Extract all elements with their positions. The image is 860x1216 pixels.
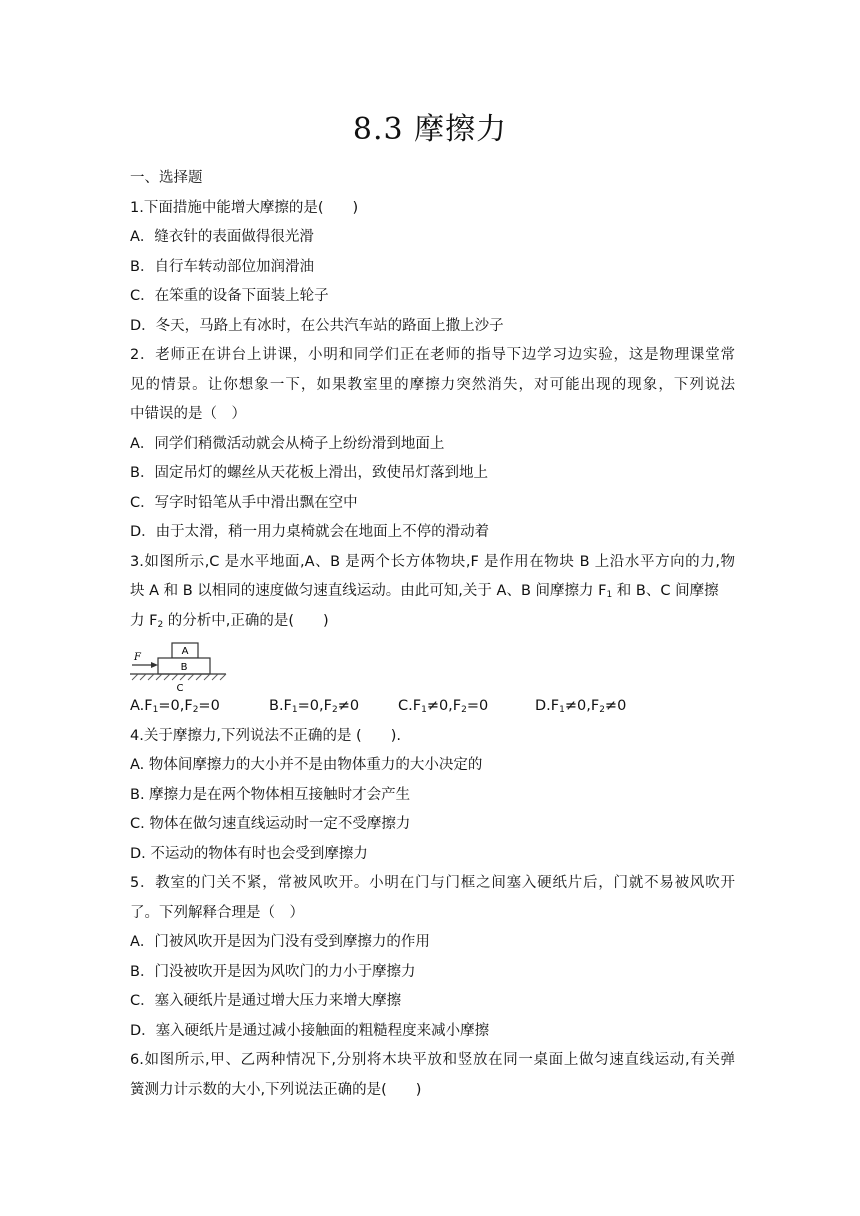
question-5-option-a: A．门被风吹开是因为门没有受到摩擦力的作用 [130,934,430,950]
question-3-option-d: $D.F_1\ne 0,F_2\ne 0$ [535,698,627,715]
question-5-stem-line-2: 了。下列解释合理是（ ） [130,904,304,921]
question-1-option-c: C．在笨重的设备下面装上轮子 [130,288,329,304]
block-b-label: B [180,662,188,673]
question-3-option-c: $C.F_1\ne 0,F_2=0$ [398,698,489,715]
block-a-label: A [181,646,189,657]
question-1-option-b: B．自行车转动部位加润滑油 [130,258,314,275]
question-6-stem-line-1: 6.如图所示,甲、乙两种情况下,分别将木块平放和竖放在同一桌面上做匀速直线运动,有关弹 [130,1052,735,1068]
question-2-option-c: C．写字时铅笔从手中滑出飘在空中 [130,494,358,511]
question-4-stem: 4.关于摩擦力,下列说法不正确的是 ( ). [130,727,401,744]
question-4-option-c: C. 物体在做匀速直线运动时一定不受摩擦力 [130,816,411,832]
question-4-option-a: A. 物体间摩擦力的大小并不是由物体重力的大小决定的 [130,757,483,773]
question-2-option-d: D．由于太滑，稍一用力桌椅就会在地面上不停的滑动着 [130,524,490,540]
question-5-option-d: D．塞入硬纸片是通过减小接触面的粗糙程度来减小摩擦 [130,1022,490,1039]
question-1-option-a: A．缝衣针的表面做得很光滑 [130,229,314,245]
page-title: 8.3 摩擦力 [352,112,508,147]
blocks-diagram [130,638,240,692]
question-2-stem-line-2: 见的情景。让你想象一下，如果教室里的摩擦力突然消失，对可能出现的现象，下列说法 [130,376,735,393]
question-2-stem-line-3: 中错误的是（ ） [130,406,246,422]
question-1-option-d: D．冬天，马路上有冰时，在公共汽车站的路面上撒上沙子 [130,317,504,334]
question-3-stem-line-2: 块 A 和 B 以相同的速度做匀速直线运动。由此可知,关于 A、B 间摩擦力 $F_1$ 和 B、C 间摩擦 [130,583,719,600]
question-2-option-b: B．固定吊灯的螺丝从天花板上滑出，致使吊灯落到地上 [130,465,488,481]
question-3-stem-line-3: 力 $F_2$ 的分析中,正确的是( ) [130,612,329,630]
question-6-stem-line-2: 簧测力计示数的大小,下列说法正确的是( ) [130,1081,422,1098]
question-5-option-c: C．塞入硬纸片是通过增大压力来增大摩擦 [130,993,402,1009]
question-3-options [130,692,735,722]
section-heading: 一、选择题 [130,170,203,186]
question-4-option-d: D. 不运动的物体有时也会受到摩擦力 [130,845,368,862]
question-2-option-a: A．同学们稍微活动就会从椅子上纷纷滑到地面上 [130,435,445,452]
question-5-stem-line-1: 5．教室的门关不紧，常被风吹开。小明在门与门框之间塞入硬纸片后，门就不易被风吹开 [130,875,735,891]
question-3-stem-line-1: 3.如图所示,C 是水平地面,A、B 是两个长方体物块,F 是作用在物块 B 上沿水平方向的力,物 [130,553,735,570]
question-3-figure [130,638,735,692]
question-3-option-a: $A.F_1=0,F_2=0$ [130,698,220,715]
question-list [130,164,735,1105]
question-1-stem: 1.下面措施中能增大摩擦的是( ) [130,199,359,216]
ground-label: C [176,683,184,692]
question-2-stem-line-1: 2．老师正在讲台上讲课，小明和同学们正在老师的指导下边学习边实验，这是物理课堂常 [130,347,735,363]
ground-hatching [132,674,226,680]
force-label: F [134,652,141,663]
question-4-option-b: B. 摩擦力是在两个物体相互接触时才会产生 [130,786,411,803]
question-5-option-b: B．门没被吹开是因为风吹门的力小于摩擦力 [130,963,416,980]
question-3-option-b: $B.F_1=0,F_2\ne 0$ [269,698,360,715]
force-arrow-head [151,662,158,668]
